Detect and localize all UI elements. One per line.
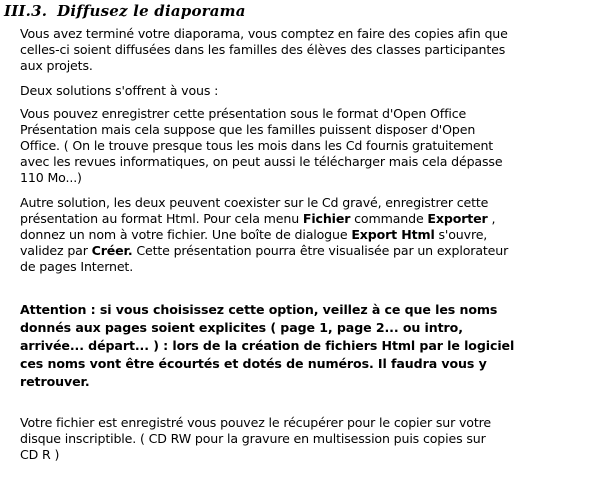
attention-line: arrivée... départ... ) : lors de la création de fichiers Html par le logiciel [20,338,515,353]
final-line: Votre fichier est enregistré vous pouvez le récupérer pour le copier sur votre [20,415,491,430]
button-creer: Créer. [91,243,133,258]
command-exporter: Exporter [427,211,488,226]
attention-line: ces noms vont être écourtés et dotés de numéros. Il faudra vous y [20,356,487,371]
html-option-line [20,227,592,243]
html-option-line: Autre solution, les deux peuvent coexister sur le Cd gravé, enregistrer cette [20,195,489,210]
html-option-line [20,243,592,259]
html-option-line: de pages Internet. [20,259,134,274]
text-run: s'ouvre, [434,227,488,242]
open-office-line: Office. ( On le trouve presque tous les mois dans les Cd fournis gratuitement [20,138,494,153]
intro-paragraph [20,26,592,74]
html-option-paragraph [20,195,592,275]
final-line: CD R ) [20,447,60,462]
solutions-intro-paragraph [20,83,592,99]
solutions-intro-line: Deux solutions s'offrent à vous : [20,83,219,98]
text-run: présentation au format Html. Pour cela menu [20,211,303,226]
menu-fichier: Fichier [302,211,351,226]
attention-line: donnés aux pages soient explicites ( page 1, page 2... ou intro, [20,320,463,335]
intro-line: aux projets. [20,58,93,73]
dialog-export-html: Export Html [351,227,435,242]
open-office-paragraph [20,106,592,186]
intro-line: Vous avez terminé votre diaporama, vous comptez en faire des copies afin que [20,26,508,41]
attention-line: retrouver. [20,374,90,389]
section-title: Diffusez le diaporama [57,2,246,20]
open-office-line: avec les revues informatiques, on peut aussi le télécharger mais cela dépasse [20,154,503,169]
text-run: , [487,211,496,226]
text-run: validez par [20,243,92,258]
open-office-line: 110 Mo...) [20,170,82,185]
attention-line: Attention : si vous choisissez cette option, veillez à ce que les noms [20,302,498,317]
text-run: donnez un nom à votre fichier. Une boîte de dialogue [20,227,352,242]
intro-line: celles-ci soient diffusées dans les familles des élèves des classes participantes [20,42,506,57]
section-number: III.3. [4,2,48,20]
attention-paragraph [20,301,592,391]
open-office-line: Vous pouvez enregistrer cette présentation sous le format d'Open Office [20,106,467,121]
text-run: Cette présentation pourra être visualisée par un explorateur [132,243,509,258]
final-line: disque inscriptible. ( CD RW pour la gravure en multisession puis copies sur [20,431,486,446]
section-heading [4,2,246,20]
open-office-line: Présentation mais cela suppose que les familles puissent disposer d'Open [20,122,476,137]
text-run: commande [350,211,428,226]
final-paragraph [20,415,592,463]
html-option-line [20,211,592,227]
